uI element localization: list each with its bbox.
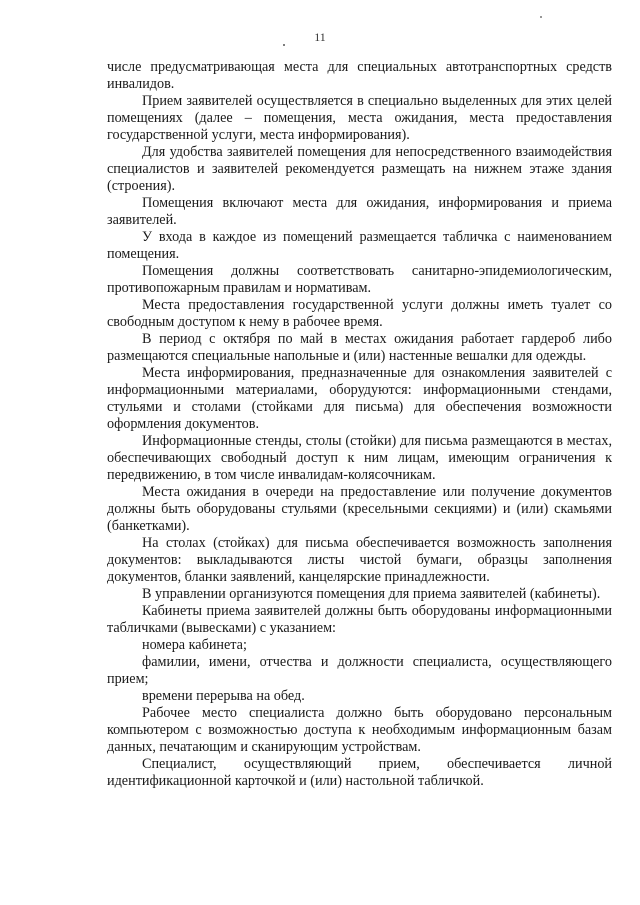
list-item: фамилии, имени, отчества и должности специалиста, осуществляющего прием; bbox=[107, 654, 612, 687]
scan-speck bbox=[540, 16, 542, 18]
paragraph: Помещения включают места для ожидания, информирования и приема заявителей. bbox=[107, 195, 612, 228]
paragraph: числе предусматривающая места для специальных автотранспортных средств инвалидов. bbox=[107, 59, 612, 92]
paragraph: В период с октября по май в местах ожидания работает гардероб либо размещаются специальные напольные и (или) настенные вешалки для одежды. bbox=[107, 331, 612, 364]
scan-speck bbox=[283, 44, 285, 46]
page-number: 11 bbox=[314, 30, 326, 44]
paragraph: Информационные стенды, столы (стойки) для письма размещаются в местах, обеспечивающих свободный доступ к ним лицам, имеющим ограничения к передвижению, в том числе инвалидам-колясочникам. bbox=[107, 433, 612, 483]
paragraph: У входа в каждое из помещений размещается табличка с наименованием помещения. bbox=[107, 229, 612, 262]
paragraph: Для удобства заявителей помещения для непосредственного взаимодействия специалистов и заявителей рекомендуется размещать на нижнем этаже здания (строения). bbox=[107, 144, 612, 194]
paragraph: На столах (стойках) для письма обеспечивается возможность заполнения документов: выкладываются листы чистой бумаги, образцы заполнения документов, бланки заявлений, канцелярские принадлежности. bbox=[107, 535, 612, 585]
document-body bbox=[107, 59, 612, 790]
paragraph: В управлении организуются помещения для приема заявителей (кабинеты). bbox=[142, 586, 601, 602]
paragraph: Помещения должны соответствовать санитарно-эпидемиологическим, противопожарным правилам и нормативам. bbox=[107, 263, 612, 296]
paragraph: Места информирования, предназначенные для ознакомления заявителей с информационными материалами, оборудуются: информационными стендами, стульями и столами (стойками для письма) для обеспечения возможности оформления документов. bbox=[107, 365, 612, 432]
paragraph: Места ожидания в очереди на предоставление или получение документов должны быть оборудованы стульями (кресельными секциями) и (или) скамьями (банкетками). bbox=[107, 484, 612, 534]
list-item: времени перерыва на обед. bbox=[142, 688, 305, 704]
paragraph: Рабочее место специалиста должно быть оборудовано персональным компьютером с возможностью доступа к необходимым информационным базам данных, печатающим и сканирующим устройствам. bbox=[107, 705, 612, 755]
paragraph: Места предоставления государственной услуги должны иметь туалет со свободным доступом к нему в рабочее время. bbox=[107, 297, 612, 330]
paragraph: Прием заявителей осуществляется в специально выделенных для этих целей помещениях (далее – помещения, места ожидания, места предоставления государственной услуги, места информирования). bbox=[107, 93, 612, 143]
list-item: номера кабинета; bbox=[142, 637, 247, 653]
paragraph: Специалист, осуществляющий прием, обеспечивается личной идентификационной карточкой и (или) настольной табличкой. bbox=[107, 756, 612, 789]
paragraph: Кабинеты приема заявителей должны быть оборудованы информационными табличками (вывесками) с указанием: bbox=[107, 603, 612, 636]
